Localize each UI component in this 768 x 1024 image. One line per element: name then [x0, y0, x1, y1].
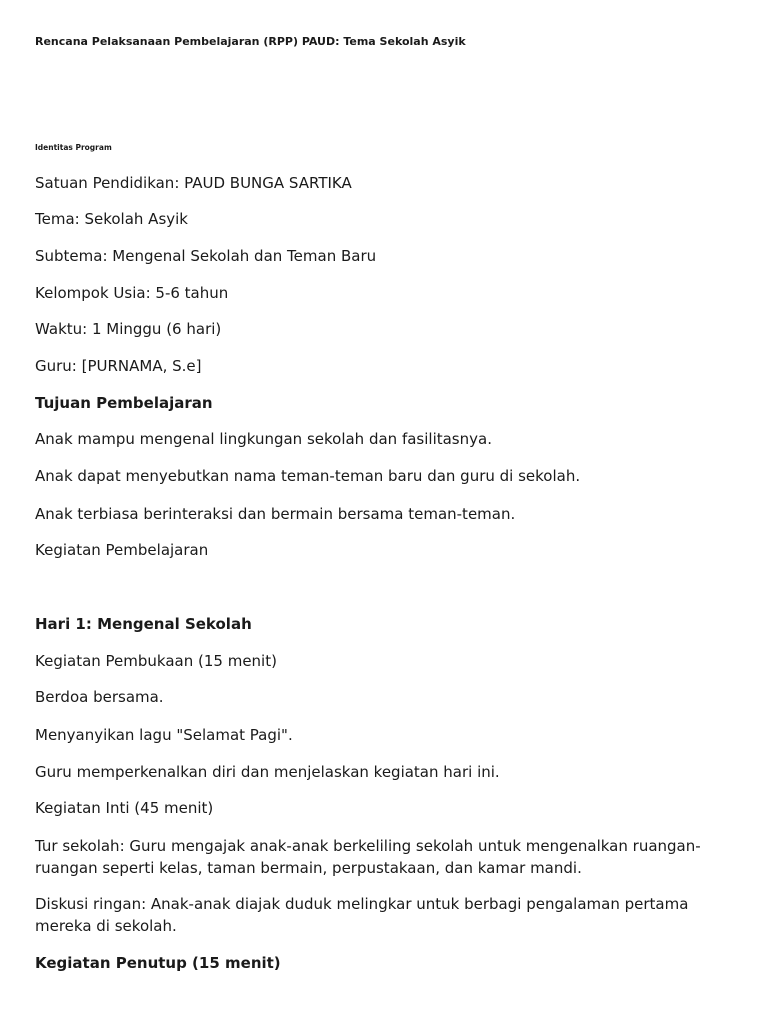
goals-heading: Tujuan Pembelajaran — [35, 394, 213, 412]
opening-item: Menyanyikan lagu "Selamat Pagi". — [35, 726, 293, 744]
opening-item: Guru memperkenalkan diri dan menjelaskan kegiatan hari ini. — [35, 763, 500, 781]
identity-satuan: Satuan Pendidikan: PAUD BUNGA SARTIKA — [35, 174, 352, 192]
identity-kelompok-usia: Kelompok Usia: 5-6 tahun — [35, 284, 229, 302]
goal-item: Anak terbiasa berinteraksi dan bermain bersama teman-teman. — [35, 505, 516, 523]
identity-guru: Guru: [PURNAMA, S.e] — [35, 357, 202, 375]
opening-heading: Kegiatan Pembukaan (15 menit) — [35, 652, 277, 670]
section-label-identitas: Identitas Program — [35, 143, 112, 152]
closing-heading: Kegiatan Penutup (15 menit) — [35, 954, 281, 972]
activities-heading: Kegiatan Pembelajaran — [35, 541, 209, 559]
core-item: Tur sekolah: Guru mengajak anak-anak berkeliling sekolah untuk mengenalkan ruangan-ruangan seperti kelas, taman bermain, perpustakaan, dan kamar mandi. — [35, 837, 701, 877]
document-title: Rencana Pelaksanaan Pembelajaran (RPP) PAUD: Tema Sekolah Asyik — [35, 35, 466, 48]
identity-waktu: Waktu: 1 Minggu (6 hari) — [35, 320, 222, 338]
identity-subtema: Subtema: Mengenal Sekolah dan Teman Baru — [35, 247, 377, 265]
identity-tema: Tema: Sekolah Asyik — [35, 210, 188, 228]
day1-heading: Hari 1: Mengenal Sekolah — [35, 615, 252, 633]
goal-item: Anak dapat menyebutkan nama teman-teman baru dan guru di sekolah. — [35, 467, 581, 485]
opening-item: Berdoa bersama. — [35, 688, 164, 706]
core-item: Diskusi ringan: Anak-anak diajak duduk melingkar untuk berbagi pengalaman pertama mereka di sekolah. — [35, 895, 689, 935]
goal-item: Anak mampu mengenal lingkungan sekolah dan fasilitasnya. — [35, 430, 492, 448]
core-heading: Kegiatan Inti (45 menit) — [35, 799, 214, 817]
